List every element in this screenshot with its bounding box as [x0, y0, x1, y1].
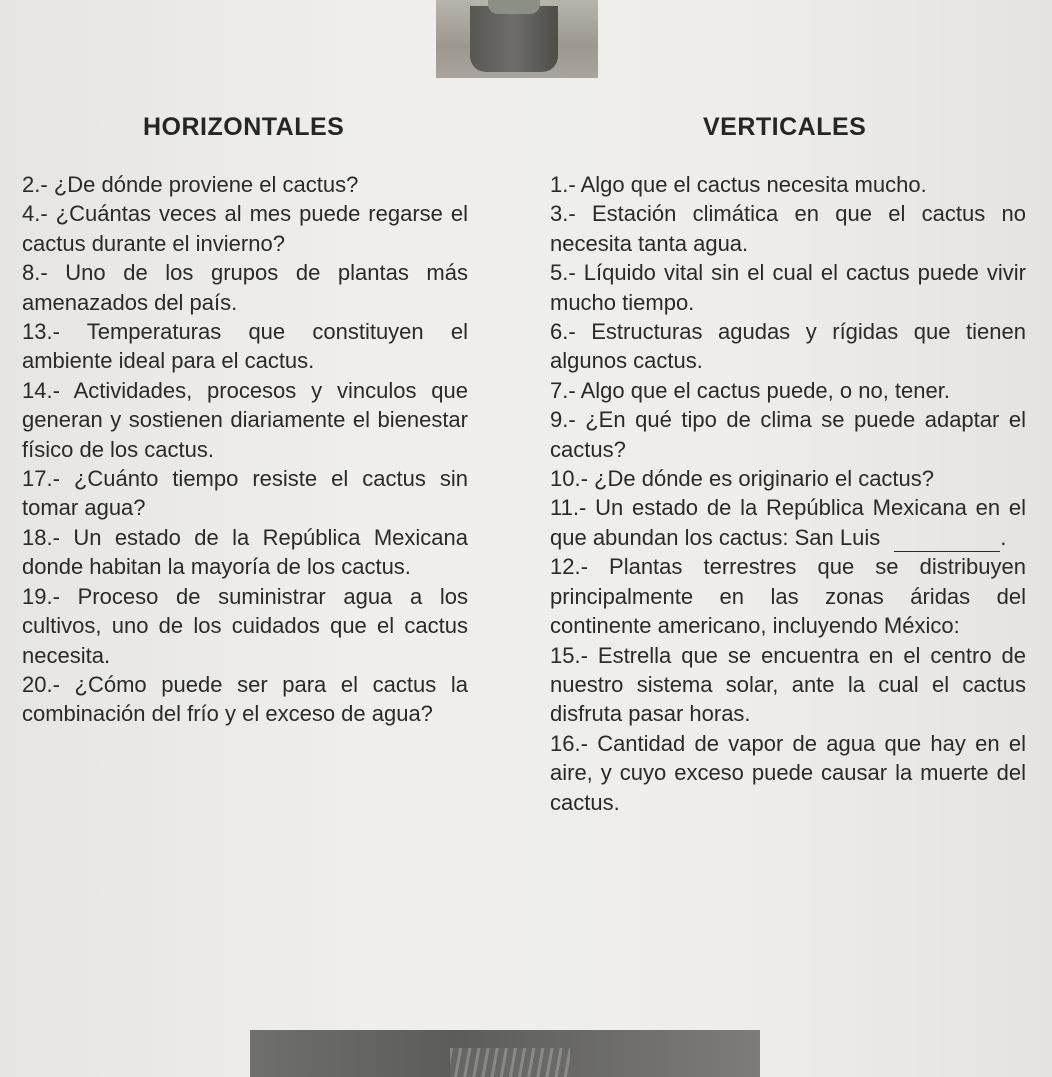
clue-item: [22, 670, 468, 729]
clue-item: [550, 464, 1026, 493]
horizontales-clue-list: [22, 170, 468, 729]
clue-item: [550, 493, 1026, 552]
cactus-spines-image: [450, 1048, 570, 1077]
clue-item: [22, 582, 468, 670]
clue-item: [550, 199, 1026, 258]
clue-number: 20.-: [22, 671, 60, 697]
clue-item: [22, 199, 468, 258]
cactus-pot-image: [470, 6, 558, 72]
cactus-plant-image: [488, 0, 540, 14]
clue-text: Un estado de la República Mexicana donde habitan la mayoría de los cactus.: [22, 524, 468, 580]
clue-text: Cantidad de vapor de agua que hay en el aire, y cuyo exceso puede causar la muerte del cactus.: [550, 730, 1026, 815]
cactus-photo-top: [436, 0, 598, 78]
cactus-photo-bottom: [250, 1030, 760, 1077]
clue-item: [550, 376, 1026, 405]
horizontales-heading: HORIZONTALES: [143, 113, 345, 141]
clue-number: 13.-: [22, 319, 60, 345]
clue-text: Estrella que se encuentra en el centro de nuestro sistema solar, ante la cual el cactus disfruta pasar horas.: [550, 642, 1026, 727]
clue-item: [22, 523, 468, 582]
verticales-heading: VERTICALES: [703, 113, 867, 141]
clue-text: ¿Cuántas veces al mes puede regarse el cactus durante el invierno?: [22, 201, 468, 256]
clue-text: Un estado de la República Mexicana en el que abundan los cactus: San Luis: [550, 495, 1026, 550]
clue-number: 2.-: [22, 172, 48, 197]
clue-item: [22, 376, 468, 464]
clue-text: Plantas terrestres que se distribuyen principalmente en las zonas áridas del continente americano, incluyendo México:: [550, 554, 1026, 639]
clue-number: 19.-: [22, 583, 60, 609]
clue-number: 12.-: [550, 554, 588, 580]
clue-number: 10.-: [550, 466, 588, 492]
clue-item: [550, 552, 1026, 640]
clue-text: ¿Cuánto tiempo resiste el cactus sin tomar agua?: [22, 466, 468, 521]
clue-item: [550, 641, 1026, 729]
clue-text: Estructuras agudas y rígidas que tienen algunos cactus.: [550, 319, 1026, 374]
clue-text: ¿De dónde es originario el cactus?: [594, 466, 935, 492]
clue-number: 7.-: [550, 377, 576, 403]
clue-number: 14.-: [22, 377, 60, 403]
clue-item: [550, 258, 1026, 317]
clue-item: [550, 170, 1026, 199]
clue-item: [550, 729, 1026, 817]
answer-blank-line[interactable]: [894, 531, 1000, 552]
clue-number: 18.-: [22, 524, 60, 550]
clue-text: Algo que el cactus necesita mucho.: [580, 172, 927, 197]
clue-item: [22, 464, 468, 523]
clue-text: Temperaturas que constituyen el ambiente ideal para el cactus.: [22, 319, 468, 374]
clue-number: 9.-: [550, 407, 576, 433]
clue-text: Proceso de suministrar agua a los cultivos, uno de los cuidados que el cactus necesita.: [22, 583, 468, 668]
clue-number: 11.-: [550, 495, 587, 521]
clue-item: [22, 317, 468, 376]
clue-number: 3.-: [550, 201, 576, 227]
clue-text: Actividades, procesos y vinculos que generan y sostienen diariamente el bienestar físico de los cactus.: [22, 377, 468, 462]
clue-text: ¿De dónde proviene el cactus?: [53, 172, 359, 197]
clue-number: 15.-: [550, 642, 588, 668]
clue-item: [22, 170, 468, 199]
clue-item: [22, 258, 468, 317]
clue-text: Líquido vital sin el cual el cactus puede vivir mucho tiempo.: [550, 260, 1026, 315]
clue-number: 1.-: [550, 172, 576, 197]
clue-number: 4.-: [22, 201, 48, 227]
verticales-clue-list: [550, 170, 1026, 817]
clue-text: Estación climática en que el cactus no necesita tanta agua.: [550, 201, 1026, 256]
clue-number: 17.-: [22, 466, 60, 492]
clue-number: 5.-: [550, 260, 576, 286]
clue-number: 8.-: [22, 260, 48, 286]
clue-number: 6.-: [550, 319, 576, 345]
clue-text: Algo que el cactus puede, o no, tener.: [580, 377, 950, 403]
clue-text: ¿En qué tipo de clima se puede adaptar el cactus?: [550, 407, 1026, 462]
clue-suffix: .: [1000, 524, 1007, 550]
clue-item: [550, 317, 1026, 376]
clue-text: ¿Cómo puede ser para el cactus la combinación del frío y el exceso de agua?: [22, 671, 468, 727]
clue-item: [550, 405, 1026, 464]
clue-number: 16.-: [550, 730, 588, 756]
clue-text: Uno de los grupos de plantas más amenazados del país.: [22, 260, 468, 315]
